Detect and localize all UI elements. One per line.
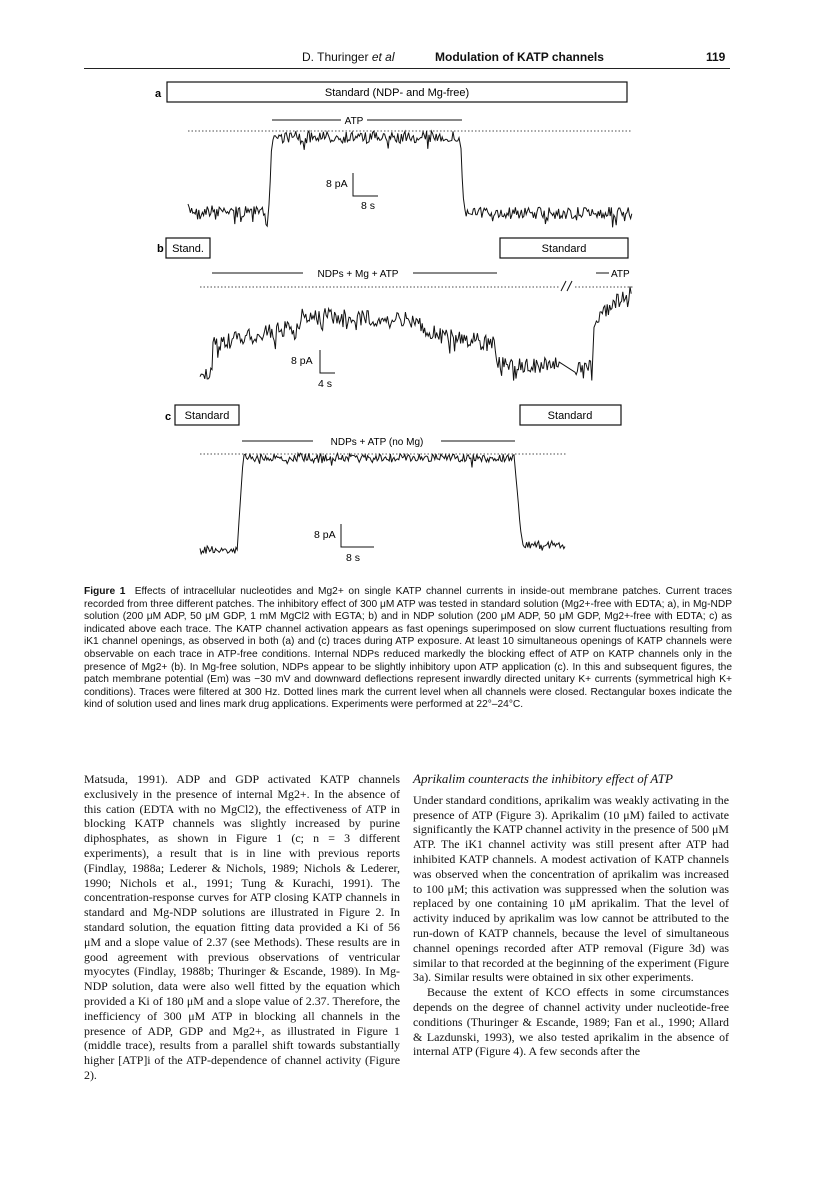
section-heading: Aprikalim counteracts the inhibitory effect of ATP [413,771,673,786]
panel-c-solution-label-right: Standard [547,410,593,422]
panel-a-solution-label: Standard (NDP- and Mg-free) [324,87,470,99]
body-paragraph: Matsuda, 1991). ADP and GDP activated KATP channels exclusively in the presence of internal Mg2+. In the absence of this cation (EDTA with no MgCl2), the effectiveness of ATP in blocking KATP channels was slightly increased by purine diphosphates, as shown in Figure 1 (c; n = 3 different experiments), a result that is in line with previous reports (Findlay, 1988a; Lederer & Nichols, 1989; Nichols & Lederer, 1990; Nichols et al., 1991; Tung & Kurachi, 1991). The concentration-response curves for ATP closing KATP channels in standard and Mg-NDP solutions are illustrated in Figure 2. In standard solution, the equation fitting data provided a Ki of 56 μM and a slope value of 2.37 (see Methods). These results are in good agreement with previous observations of ventricular myocytes (Findlay, 1988b; Thuringer & Escande, 1989). In Mg-NDP solution, data were also well fitted by the equation which provided a Ki of 180 μM and a slope value of 2.37. Therefore, the inefficiency of 300 μM ATP in blocking all channels in the presence of ADP, GDP and Mg2+, as illustrated in Figure 1 (middle trace), results from a parallel shift towards substantially higher [ATP]i of the ATP-dependence of channel activity (Figure 2). [84,772,400,1082]
panel-b-scale-bar [320,350,335,373]
panel-c-solution-label-left: Standard [184,410,230,422]
panel-c-letter: c [165,411,172,423]
caption-text: Effects of intracellular nucleotides and Mg2+ on single KATP channel currents in inside-out membrane patches. Current traces recorded from three different patches. The inhibitory effect of 300 μM ATP was tested in standard solution (Mg2+-free with EDTA; a), in Mg-NDP solution (200 μM ADP, 50 μM GDP, 1 mM MgCl2 with EGTA; b) and in NDP solution (200 μM ADP, 50 μM GDP, Mg2+-free with EDTA; c) as indicated above each trace. The KATP channel activation appears as fast openings superimposed on slow current fluctuations resulting from iK1 channel openings, as observed in both (a) and (c) traces during ATP exposure. At least 10 simultaneous openings of KATP channels were observable on each trace in ATP-free conditions. Internal NDPs reduced markedly the blocking effect of ATP on KATP channels only in the presence of Mg2+ (b). In Mg-free solution, NDPs appear to be slightly inhibitory upon ATP application (c). In this and subsequent figures, the patch membrane potential (Em) was −30 mV and downward deflections represent inwardly directed unitary K+ currents (symmetrical high K+ conditions). Traces were filtered at 300 Hz. Dotted lines mark the current level when all channels were closed. Rectangular boxes indicate the kind of solution used and lines mark drug applications. Experiments were performed at 22°–24°C. [84,586,732,711]
panel-a-letter: a [155,88,162,100]
panel-b-solution-label-right: Standard [541,243,587,255]
panel-b-drug2-label: ATP [611,269,630,280]
panel-a-trace [188,131,632,227]
body-paragraph: Under standard conditions, aprikalim was weakly activating in the presence of ATP (Figure 3). Aprikalim (10 μM) failed to activate significantly the KATP channel activity in the presence of 500 μM ATP. The iK1 channel activity was still present after ATP had inhibited KATP channels. A modest activation of KATP channels was observed when the concentration of aprikalim was increased to 100 μM; this activation was suppressed when the solution was replaced by one containing 10 μM aprikalim. That the level of activity induced by aprikalim was low cannot be attributed to the run-down of KATP channels, because the level of simultaneous channel openings recorded after ATP removal (Figure 3d) was similar to that recorded at the beginning of the experiment (Figure 3a). Similar results were obtained in six other experiments. [413,792,729,985]
panel-b-scale-current: 8 pA [291,355,313,367]
panel-c-drug-label: NDPs + ATP (no Mg) [330,437,424,448]
panel-b-scale-time: 4 s [318,378,333,390]
page-number: 119 [706,50,726,64]
panel-c-scale-current: 8 pA [314,529,336,541]
header-title: Modulation of KATP channels [435,50,604,64]
body-column-left [84,772,400,1083]
panel-c-trace [200,453,565,554]
panel-a-drug-label: ATP [344,116,364,127]
header-author: D. Thuringer et al [302,50,395,64]
panel-a-scale-bar [353,173,378,196]
panel-a-scale-time: 8 s [361,200,376,212]
figure-1 [0,0,816,580]
body-paragraph: Because the extent of KCO effects in some circumstances depends on the degree of channel activity under nucleotide-free conditions (Thuringer & Escande, 1989; Fan et al., 1990; Allard & Lazdunski, 1993), we also tested aprikalim in the absence of internal ATP (Figure 4). A few seconds after the [413,985,729,1059]
panel-b-drug-label: NDPs + Mg + ATP [317,269,399,280]
panel-a-scale-current: 8 pA [326,178,348,190]
panel-b-letter: b [157,243,164,255]
body-column-right [413,772,729,1059]
panel-c-scale-bar [341,524,374,547]
panel-b-solution-label-left: Stand. [172,243,204,255]
panel-b-trace [200,286,631,380]
caption-label: Figure 1 [84,586,126,597]
panel-c-scale-time: 8 s [346,552,361,564]
panel-b-break-mark [561,281,572,291]
figure-caption [84,586,732,712]
